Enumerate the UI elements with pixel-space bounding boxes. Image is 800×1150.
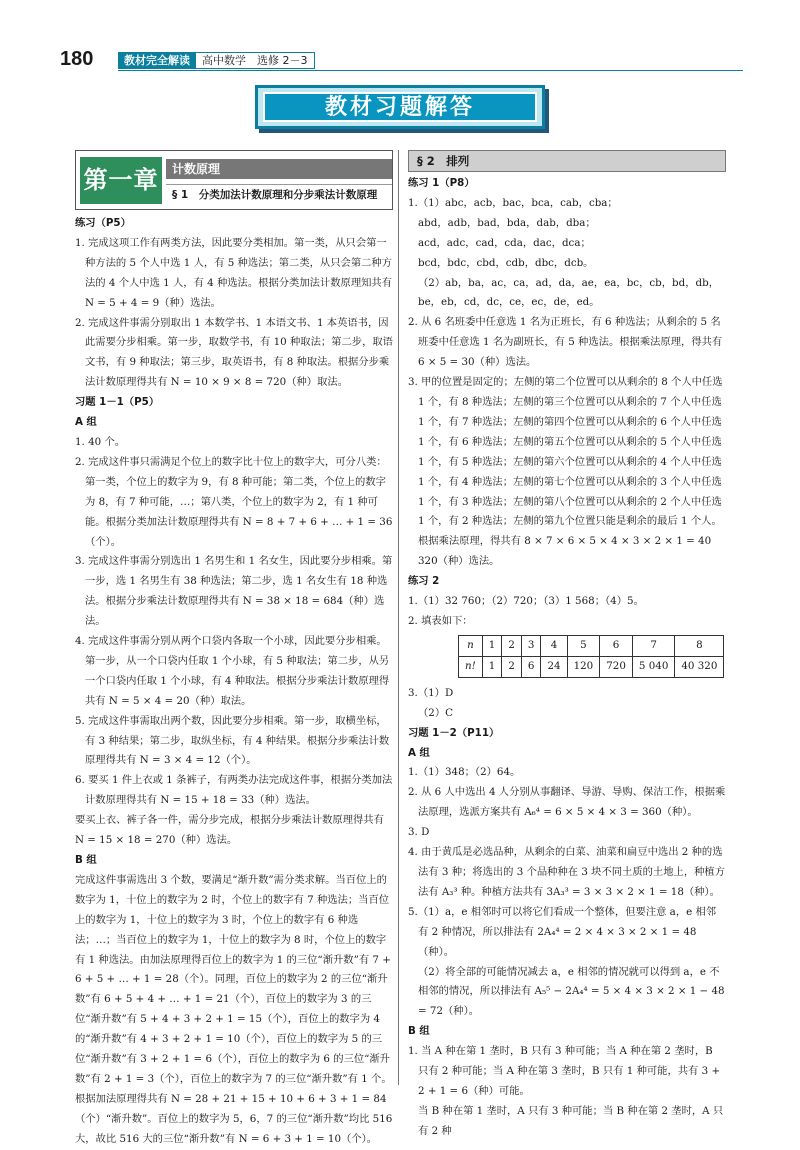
subheading: A 组 bbox=[408, 746, 430, 759]
banner-title: 教材习题解答 bbox=[263, 92, 537, 122]
paragraph: 要买上衣、裤子各一件，需分步完成，根据分步乘法计数原理得共有 N = 15 × 18 = 270（种）选法。 bbox=[75, 814, 384, 847]
table-cell: 2 bbox=[502, 656, 522, 677]
paragraph: 2. 从 6 人中选出 4 人分别从事翻译、导游、导购、保洁工作，根据乘法原理，选派方案共有 A₆⁴ = 6 × 5 × 4 × 3 = 360（种）。 bbox=[408, 786, 726, 819]
paragraph: （2）C bbox=[418, 706, 454, 719]
paragraph: 5. 完成这件事需取出两个数，因此要分步相乘。第一步，取横坐标，有 3 种结果；第二步，取纵坐标，有 4 种结果。根据分步乘法计数原理得共有 N = 3 × 4 = 12（个）。 bbox=[75, 714, 390, 767]
paragraph: （2）ab，ba，ac，ca，ad，da，ae，ea，bc，cb，bd，db，be，eb，cd，dc，ce，ec，de，ed。 bbox=[418, 276, 719, 309]
subheading: 习题 1－1（P5） bbox=[75, 396, 160, 409]
paragraph: 4. 完成这件事需分别从两个口袋内各取一个小球，因此要分步相乘。第一步，从一个口袋内任取 1 个小球，有 5 种取法；第二步，从另一个口袋内任取 1 个小球，有 4 种取法。根据分步乘法计数原理得共有 N = 5 × 4 = 20（种）取法。 bbox=[75, 635, 390, 707]
column-divider bbox=[398, 150, 399, 1085]
paragraph: abd，adb，bad，bda，dab，dba； bbox=[418, 216, 596, 229]
paragraph: 3. D bbox=[408, 826, 430, 839]
table-cell: 720 bbox=[600, 656, 633, 677]
paragraph: 完成这件事需选出 3 个数，要满足“渐升数”需分类求解。当百位上的数字为 1，十位上的数字为 2 时，个位上的数字有 7 种选法；当百位上的数字为 1，十位上的数字为 3 时，个位上的数字有 6 种选法；…；当百位上的数字为 1，十位上的数字为 8 时，个位上的数字有 1 种选法。由加法原理得百位上的数字为 1 的三位“渐升数”有 7 + 6 + 5 + … + 1 = 28（个）。同理，百位上的数字为 2 的三位“渐升数”有 6 + 5 + 4 + … + 1 = 21（个），百位上的数字为 3 的三位“渐升数”有 5 + 4 + 3 + 2 + 1 = 15（个），百位上的数字为 4 的“渐升数”有 4 + 3 + 2 + 1 = 10（个），百位上的数字为 5 的三位“渐升数”有 3 + 2 + 1 = 6（个），百位上的数字为 6 的三位“渐升数”有 2 + 1 = 3（个），百位上的数字为 7 的三位“渐升数”有 1 个。根据加法原理得共有 N = 28 + 21 + 15 + 10 + 6 + 3 + 1 = 84（个）“渐升数”。百位上的数字为 5，6，7 的三位“渐升数”均比 516 大，故比 516 大的三位“渐升数”有 N = 6 + 3 + 1 = 10（个）。 bbox=[75, 873, 393, 1145]
right-body-bottom bbox=[408, 684, 726, 1142]
book-tag: 教材完全解读 bbox=[119, 53, 195, 68]
chapter-header bbox=[75, 150, 393, 210]
left-column bbox=[75, 150, 393, 1150]
paragraph: （2）将全部的可能情况减去 a，e 相邻的情况就可以得到 a，e 不相邻的情况，所以排法有 A₅⁵ − 2A₄⁴ = 5 × 4 × 3 × 2 × 1 − 48 = 72（种）。 bbox=[418, 965, 725, 1018]
table-cell: 5 040 bbox=[632, 656, 674, 677]
paragraph: 1.（1）abc，acb，bac，bca，cab，cba； bbox=[408, 196, 618, 209]
section-bar: § 2 排列 bbox=[408, 150, 726, 172]
table-row bbox=[459, 656, 724, 677]
table-cell: 5 bbox=[567, 635, 600, 656]
table-cell: 6 bbox=[600, 635, 633, 656]
paragraph: 6. 要买 1 件上衣或 1 条裤子，有两类办法完成这件事，根据分类加法计数原理得共有 N = 15 + 18 = 33（种）选法。 bbox=[75, 774, 393, 807]
paragraph: 2. 完成这件事需分别取出 1 本数学书、1 本语文书、1 本英语书，因此需要分步相乘。第一步，取数学书，有 10 种取法；第二步，取语文书，有 9 种取法；第三步，取英语书，有 8 种取法。根据分步乘法计数原理得共有 N = 10 × 9 × 8 = 720（种）取法。 bbox=[75, 316, 393, 389]
paragraph: 1. 当 A 种在第 1 垄时，B 只有 3 种可能；当 A 种在第 2 垄时，B 只有 2 种可能；当 A 种在第 3 垄时，B 只有 1 种可能，共有 3 + 2 + 1 = 6（种）可能。 bbox=[408, 1045, 721, 1097]
paragraph: 1. 完成这项工作有两类方法，因此要分类相加。第一类，从只会第一种方法的 5 个人中选 1 人，有 5 种选法；第二类，从只会第二种方法的 4 个人中选 1 人，有 4 种选法。根据分类加法计数原理知共有 N = 5 + 4 = 9（种）选法。 bbox=[75, 236, 393, 309]
table-cell: n! bbox=[459, 656, 483, 677]
table-cell: 4 bbox=[541, 635, 567, 656]
table-cell: n bbox=[459, 635, 483, 656]
table-row bbox=[459, 635, 724, 656]
table-cell: 6 bbox=[521, 656, 541, 677]
header-rule bbox=[118, 70, 743, 71]
paragraph: 2. 从 6 名班委中任意选 1 名为正班长，有 6 种选法；从剩余的 5 名班委中任意选 1 名为副班长，有 5 种选法。根据乘法原理，得共有 6 × 5 = 30（种）选法。 bbox=[408, 316, 723, 369]
chapter-badge: 第一章 bbox=[80, 157, 162, 204]
paragraph: acd，adc，cad，cda，dac，dca； bbox=[418, 236, 591, 249]
subheading: B 组 bbox=[75, 854, 97, 866]
table-cell: 8 bbox=[675, 635, 724, 656]
table-cell: 3 bbox=[521, 635, 541, 656]
paragraph: bcd，bdc，cbd，cdb，dbc，dcb。 bbox=[418, 256, 594, 269]
right-body-top bbox=[408, 174, 726, 632]
table-cell: 24 bbox=[541, 656, 567, 677]
paragraph: 3. 甲的位置是固定的；左侧的第二个位置可以从剩余的 8 个人中任选 1 个，有 8 种选法；左侧的第三个位置可以从剩余的 7 个人中任选 1 个，有 7 种选法；左侧的第四个位置可以从剩余的 6 个人中任选 1 个，有 6 种选法；左侧的第五个位置可以从剩余的 5 个人中任选 1 个，有 5 种选法；左侧的第六个位置可以从剩余的 4 个人中任选 1 个，有 4 种选法；左侧的第七个位置可以从剩余的 3 个人中任选 1 个，有 3 种选法；左侧的第八个位置可以从剩余的 2 个人中任选 1 个，有 2 种选法；左侧的第九个位置只能是剩余的最后 1 个人。根据乘法原理，得共有 8 × 7 × 6 × 5 × 4 × 3 × 2 × 1 = 40 320（种）选法。 bbox=[408, 376, 723, 568]
left-body bbox=[75, 214, 393, 1150]
table-cell: 1 bbox=[482, 656, 502, 677]
table-cell: 40 320 bbox=[675, 656, 724, 677]
section-title: § 1 分类加法计数原理和分步乘法计数原理 bbox=[166, 184, 392, 204]
paragraph: 1.（1）32 760；（2）720；（3）1 568；（4）5。 bbox=[408, 595, 644, 608]
factorial-table bbox=[458, 635, 724, 678]
title-banner bbox=[255, 85, 545, 129]
page-number: 180 bbox=[60, 48, 94, 70]
table-cell: 120 bbox=[567, 656, 600, 677]
table-cell: 1 bbox=[482, 635, 502, 656]
subheading: B 组 bbox=[408, 1025, 430, 1038]
paragraph: 2. 填表如下： bbox=[408, 614, 473, 627]
paragraph: 当 B 种在第 1 垄时，A 只有 3 种可能；当 B 种在第 2 垄时，A 只有 2 种 bbox=[418, 1104, 724, 1137]
chapter-title: 计数原理 bbox=[166, 159, 392, 179]
subheading: 练习（P5） bbox=[75, 217, 131, 229]
paragraph: 1. 40 个。 bbox=[75, 435, 126, 448]
table-cell: 2 bbox=[502, 635, 522, 656]
paragraph: 4. 由于黄瓜是必选品种，从剩余的白菜、油菜和扁豆中选出 2 种的选法有 3 种；将选出的 3 个品种种在 3 块不同土质的土地上，种植方法有 A₃³ 种。种植方法共有 3A₃³ = 3 × 3 × 2 × 1 = 18（种）。 bbox=[408, 846, 726, 898]
paragraph: 2. 完成这件事只需满足个位上的数字比十位上的数字大，可分八类：第一类，个位上的数字为 9，有 8 种可能；第二类，个位上的数字为 8，有 7 种可能，…；第八类，个位上的数字为 2，有 1 种可能。根据分类加法计数原理得共有 N = 8 + 7 + 6 + … + 1 = 36（个）。 bbox=[75, 455, 393, 548]
subject-label: 高中数学 选修 2－3 bbox=[195, 53, 314, 68]
running-header bbox=[118, 52, 315, 69]
subheading: A 组 bbox=[75, 416, 97, 429]
table-cell: 7 bbox=[632, 635, 674, 656]
subheading: 练习 1（P8） bbox=[408, 177, 475, 189]
paragraph: 5.（1）a，e 相邻时可以将它们看成一个整体，但要注意 a，e 相邻有 2 种情况，所以排法有 2A₄⁴ = 2 × 4 × 3 × 2 × 1 = 48（种）。 bbox=[408, 905, 717, 958]
subheading: 习题 1－2（P11） bbox=[408, 726, 500, 739]
subheading: 练习 2 bbox=[408, 575, 440, 588]
paragraph: 3.（1）D bbox=[408, 686, 454, 699]
right-column bbox=[408, 150, 726, 1142]
paragraph: 1.（1）348；（2）64。 bbox=[408, 766, 521, 779]
paragraph: 3. 完成这件事需分别选出 1 名男生和 1 名女生，因此要分步相乘。第一步，选 1 名男生有 38 种选法；第二步，选 1 名女生有 18 种选法。根据分步乘法计数原理得共有 N = 38 × 18 = 684（种）选法。 bbox=[75, 555, 393, 628]
